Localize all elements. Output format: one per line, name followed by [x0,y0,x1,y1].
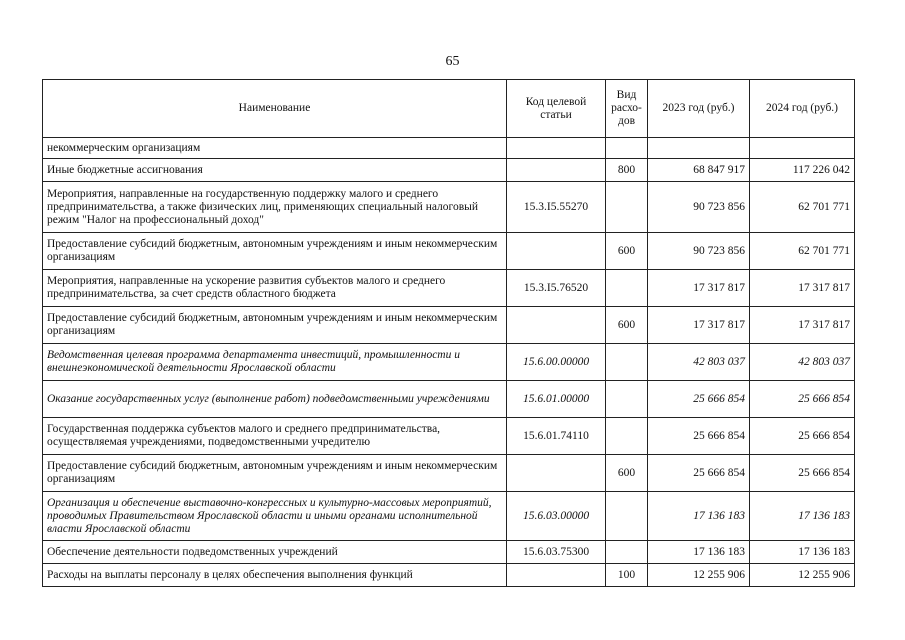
row-2023: 25 666 854 [648,418,750,455]
row-2023: 17 136 183 [648,541,750,564]
row-code: 15.3.I5.55270 [507,182,606,233]
row-2023 [648,138,750,159]
row-2023: 25 666 854 [648,381,750,418]
row-name: Оказание государственных услуг (выполнение работ) подведомственными учреждениями [43,381,507,418]
table-row [43,182,855,233]
row-type [606,270,648,307]
row-2024: 25 666 854 [750,455,855,492]
row-name: Предоставление субсидий бюджетным, автономным учреждениям и иным некоммерческим организациям [43,307,507,344]
budget-table [42,79,855,587]
row-code: 15.3.I5.76520 [507,270,606,307]
row-2024: 12 255 906 [750,564,855,587]
row-name: Расходы на выплаты персоналу в целях обеспечения выполнения функций [43,564,507,587]
row-name: Ведомственная целевая программа департамента инвестиций, промышленности и внешнеэкономической деятельности Ярославской области [43,344,507,381]
row-2023: 25 666 854 [648,455,750,492]
table-row [43,564,855,587]
row-2024: 17 317 817 [750,307,855,344]
row-code [507,159,606,182]
row-type [606,182,648,233]
header-expense-type: Вид расхо-дов [606,80,648,138]
row-name: Предоставление субсидий бюджетным, автономным учреждениям и иным некоммерческим организациям [43,233,507,270]
row-2024: 62 701 771 [750,182,855,233]
row-code [507,138,606,159]
row-code [507,307,606,344]
row-code: 15.6.01.00000 [507,381,606,418]
table-row [43,270,855,307]
table-row [43,381,855,418]
table-row [43,455,855,492]
row-2024: 25 666 854 [750,418,855,455]
row-2023: 42 803 037 [648,344,750,381]
row-name: некоммерческим организациям [43,138,507,159]
row-type [606,492,648,541]
row-2024: 117 226 042 [750,159,855,182]
row-2023: 12 255 906 [648,564,750,587]
row-code: 15.6.00.00000 [507,344,606,381]
header-code: Код целевой статьи [507,80,606,138]
table-row [43,138,855,159]
row-name: Предоставление субсидий бюджетным, автономным учреждениям и иным некоммерческим организациям [43,455,507,492]
row-code: 15.6.03.75300 [507,541,606,564]
table-row [43,159,855,182]
row-2023: 90 723 856 [648,233,750,270]
table-row [43,541,855,564]
table-row [43,233,855,270]
row-2024: 17 136 183 [750,492,855,541]
row-name: Иные бюджетные ассигнования [43,159,507,182]
row-type: 600 [606,307,648,344]
row-2023: 17 317 817 [648,307,750,344]
row-type: 600 [606,455,648,492]
table-row [43,307,855,344]
row-2024 [750,138,855,159]
row-type [606,418,648,455]
row-2024: 17 317 817 [750,270,855,307]
row-2024: 42 803 037 [750,344,855,381]
row-type: 800 [606,159,648,182]
table-header-row [43,80,855,138]
row-code: 15.6.01.74110 [507,418,606,455]
header-2023: 2023 год (руб.) [648,80,750,138]
row-code: 15.6.03.00000 [507,492,606,541]
row-name: Государственная поддержка субъектов малого и среднего предпринимательства, осуществляемая учреждениями, подведомственными учредителю [43,418,507,455]
row-type: 600 [606,233,648,270]
row-type: 100 [606,564,648,587]
row-name: Мероприятия, направленные на государственную поддержку малого и среднего предпринимательства, а также физических лиц, применяющих специальный налоговый режим "Налог на профессиональный доход" [43,182,507,233]
row-code [507,455,606,492]
table-row [43,418,855,455]
row-code [507,233,606,270]
row-2023: 68 847 917 [648,159,750,182]
table-row [43,492,855,541]
row-type [606,381,648,418]
row-type [606,344,648,381]
header-name: Наименование [43,80,507,138]
row-code [507,564,606,587]
row-type [606,541,648,564]
header-2024: 2024 год (руб.) [750,80,855,138]
row-type [606,138,648,159]
row-2023: 17 136 183 [648,492,750,541]
row-name: Обеспечение деятельности подведомственных учреждений [43,541,507,564]
row-2024: 17 136 183 [750,541,855,564]
row-2023: 90 723 856 [648,182,750,233]
row-2023: 17 317 817 [648,270,750,307]
row-name: Мероприятия, направленные на ускорение развития субъектов малого и среднего предпринимательства, за счет средств областного бюджета [43,270,507,307]
table-row [43,344,855,381]
page-number: 65 [445,54,460,69]
row-2024: 25 666 854 [750,381,855,418]
row-name: Организация и обеспечение выставочно-конгрессных и культурно-массовых мероприятий, проводимых Правительством Ярославской области и иными органами исполнительной власти Ярославской области [43,492,507,541]
row-2024: 62 701 771 [750,233,855,270]
